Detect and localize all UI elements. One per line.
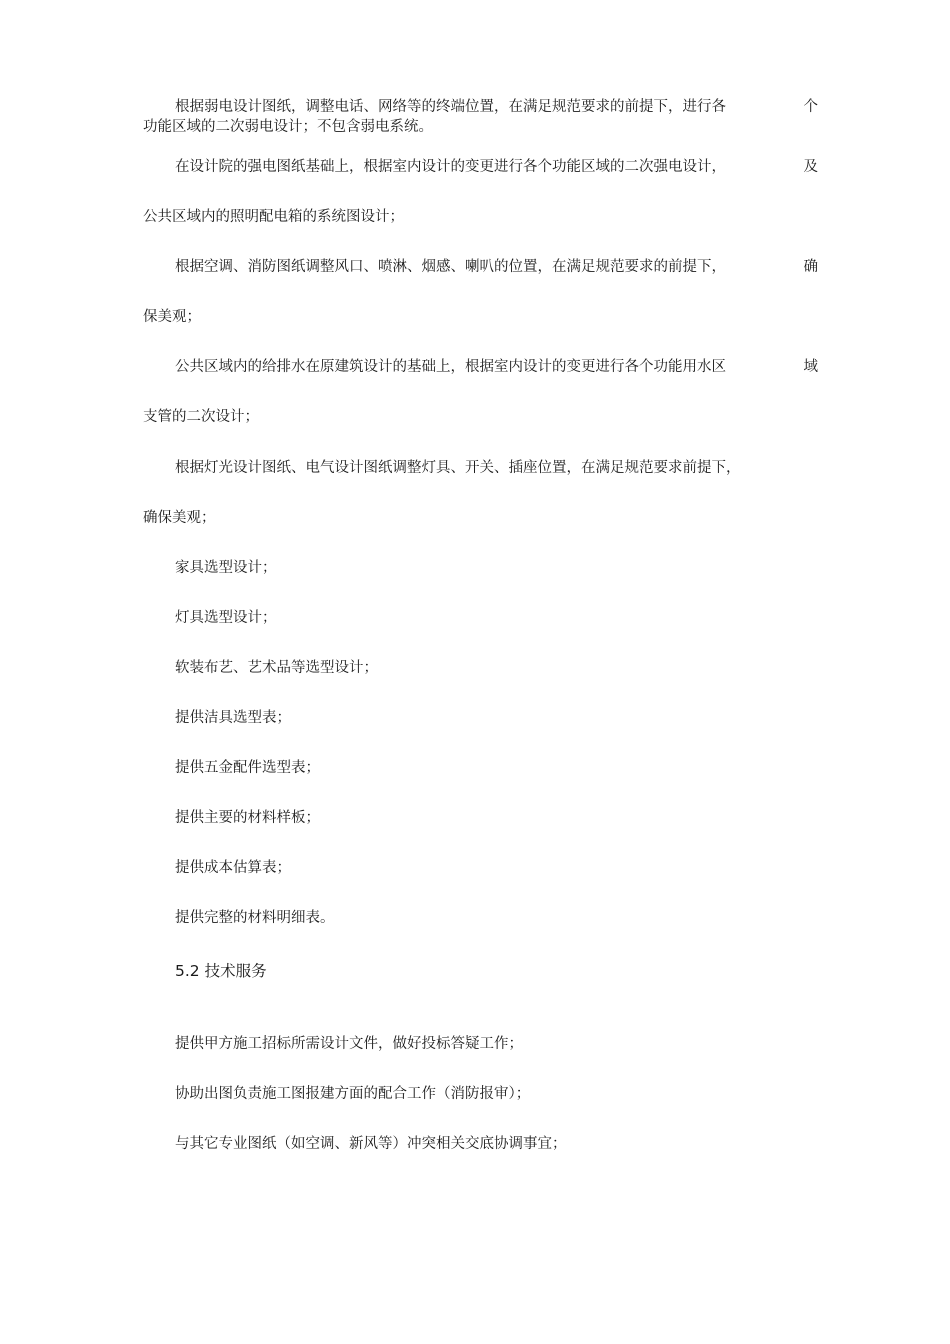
paragraph-plumbing-line2: 支管的二次设计；: [143, 409, 259, 425]
list-item: 提供五金配件选型表；: [175, 760, 320, 776]
list-item: 提供成本估算表；: [175, 860, 291, 876]
paragraph-text: 根据空调、消防图纸调整风口、喷淋、烟感、喇叭的位置，在满足规范要求的前提下，: [175, 259, 726, 275]
list-item: 与其它专业图纸（如空调、新风等）冲突相关交底协调事宜；: [175, 1136, 567, 1152]
list-item: 软装布艺、艺术品等选型设计；: [175, 660, 378, 676]
list-item: 提供甲方施工招标所需设计文件，做好投标答疑工作；: [175, 1036, 523, 1052]
paragraph-lighting-line1: 根据灯光设计图纸、电气设计图纸调整灯具、开关、插座位置，在满足规范要求前提下，: [175, 460, 741, 476]
paragraph-text: 及: [803, 159, 818, 175]
paragraph-text: 个: [803, 99, 818, 115]
list-item: 提供洁具选型表；: [175, 710, 291, 726]
paragraph-hvac-line1: [175, 257, 818, 277]
paragraph-text: 公共区域内的给排水在原建筑设计的基础上，根据室内设计的变更进行各个功能用水区: [175, 359, 726, 375]
paragraph-text: 根据弱电设计图纸，调整电话、网络等的终端位置，在满足规范要求的前提下，进行各: [175, 99, 726, 115]
list-item: 家具选型设计；: [175, 560, 277, 576]
paragraph-text: 确: [803, 259, 818, 275]
paragraph-weak-current-line2: 功能区域的二次弱电设计；不包含弱电系统。: [143, 119, 433, 135]
paragraph-text: 域: [803, 359, 818, 375]
paragraph-lighting-line2: 确保美观；: [143, 510, 216, 526]
list-item: 灯具选型设计；: [175, 610, 277, 626]
list-item: 提供主要的材料样板；: [175, 810, 320, 826]
section-heading: 5.2 技术服务: [175, 962, 267, 980]
paragraph-hvac-line2: 保美观；: [143, 309, 201, 325]
paragraph-strong-current-line2: 公共区域内的照明配电箱的系统图设计；: [143, 209, 404, 225]
paragraph-text: 在设计院的强电图纸基础上，根据室内设计的变更进行各个功能区域的二次强电设计，: [175, 159, 726, 175]
list-item: 协助出图负责施工图报建方面的配合工作（消防报审）；: [175, 1086, 531, 1102]
paragraph-weak-current-line1: [175, 97, 818, 117]
list-item: 提供完整的材料明细表。: [175, 910, 335, 926]
paragraph-plumbing-line1: [175, 357, 818, 377]
paragraph-strong-current-line1: [175, 157, 818, 177]
